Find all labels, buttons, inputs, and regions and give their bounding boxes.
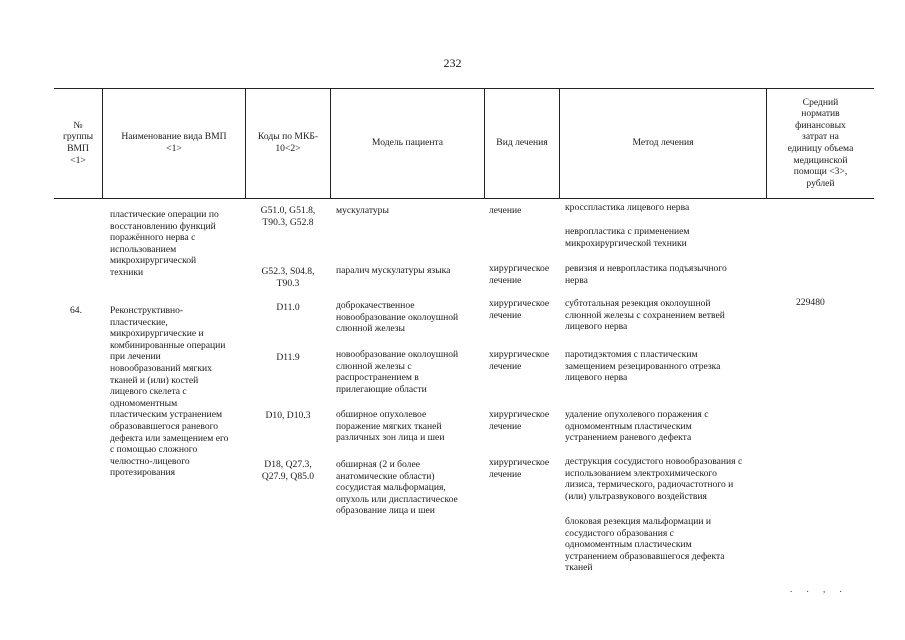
group-model-3: обширное опухолевое поражение мягких тканей различных зон лица и шеи [336,409,445,444]
group-method-1: субтотальная резекция околоушной слюнной железы с сохранением ветвей лицевого нерва [565,298,725,333]
group-model-2: новообразование околоушной слюнной железы с распространением в прилегающие области [336,349,459,395]
continuation-vmp-name: пластические операции по восстановлению функций поражённого нерва с использованием микрохирургической техники [110,209,219,278]
group-codes-2: D11.9 [276,352,300,363]
group-codes-4: D18, Q27.3, Q27.9, Q85.0 [261,459,315,482]
continuation-codes-2: G52.3, S04.8, T90.3 [261,266,315,289]
continuation-type-2: хирургическое лечение [489,263,550,286]
continuation-type-1: лечение [489,205,522,216]
continuation-model-2: паралич мускулатуры языка [336,265,451,276]
continuation-method-1a: кросспластика лицевого нерва [565,202,690,213]
continuation-method-2: ревизия и невропластика подъязычного нерва [565,263,727,286]
group-method-2: паротидэктомия с пластическим замещением резецированного отрезка лицевого нерва [565,349,721,384]
header-mkb-codes: Коды по МКБ- 10<2> [257,131,319,154]
header-avg-cost: Средний норматив финансовых затрат на единицу объема медицинской помощи <3>, рублей [787,96,854,189]
page-number: 232 [443,56,462,70]
group-model-1: доброкачественное новообразование околоушной слюнной железы [336,300,459,335]
table-header-bottom-border [54,198,874,199]
group-number: 64. [70,305,82,316]
group-codes-3: D10, D10.3 [265,410,311,421]
continuation-model-1: мускулатуры [336,205,389,216]
scan-artifact-dots: . . , . [790,584,848,594]
group-type-2: хирургическое лечение [489,349,550,372]
header-group-number: № группы ВМП <1> [62,119,94,166]
header-patient-model: Модель пациента [371,137,444,149]
header-treatment-type: Вид лечения [496,137,548,149]
header-treatment-method: Метод лечения [632,137,694,149]
continuation-method-1b: невропластика с применением микрохирургической техники [565,226,690,249]
header-vmp-name: Наименование вида ВМП <1> [121,131,227,154]
group-method-3: удаление опухолевого поражения с одномоментным пластическим устранением раневого дефекта [565,409,709,444]
group-model-4: обширная (2 и более анатомические области) сосудистая мальформация, опухоль или диспластическое образование лица и шеи [336,459,458,517]
group-codes-1: D11.0 [276,302,300,313]
group-avg-cost: 229480 [796,297,825,308]
group-method-4a: деструкция сосудистого новообразования с использованием электрохимического лизиса, термического, радиочастотного и (или) ультразвукового воздействия [565,456,743,502]
group-vmp-name: Реконструктивно- пластические, микрохирургические и комбинированные операции при лечении новообразований мягких тканей и (или) костей лицевого скелета с одномоментным пластическим устранением образовавшегося раневого дефекта или замещением его с помощью сложного челюстно-лицевого протезирования [110,305,229,479]
group-type-3: хирургическое лечение [489,409,550,432]
group-method-4b: блоковая резекция мальформации и сосудистого образования с одномоментным пластическим устранением образовавшегося дефекта тканей [565,516,725,574]
continuation-codes-1: G51.0, G51.8, T90.3, G52.8 [260,205,316,228]
group-type-4: хирургическое лечение [489,457,550,480]
group-type-1: хирургическое лечение [489,298,550,321]
